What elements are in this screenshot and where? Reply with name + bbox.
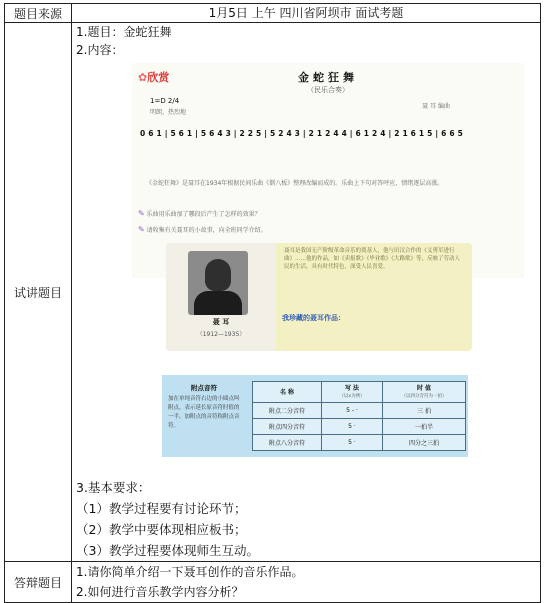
question-2: ✎ 请收集有关聂耳的小故事，向全班同学介绍。: [138, 225, 267, 234]
requirements-title: 3.基本要求：: [76, 480, 151, 495]
song-composer: 聂 耳 编曲: [422, 103, 450, 110]
composer-card-left: [166, 243, 276, 351]
dotted-notes-header-duration: 时 值 （以四分音符为一拍）: [383, 382, 466, 403]
pen-icon: ✎: [138, 225, 145, 234]
song-title: 金蛇狂舞: [298, 71, 358, 84]
song-tempo: 明朗、热烈地: [150, 109, 187, 116]
requirement-1: （1）教学过程要有讨论环节；: [76, 501, 247, 516]
dotted-notes-table: [252, 381, 466, 451]
lecture-row: [5, 23, 541, 562]
exam-table: [4, 3, 541, 603]
song-subtitle: （民乐合奏）: [307, 86, 349, 94]
dotted-notes-row: 附点八分音符 5 · 四分之三拍: [253, 435, 466, 451]
composer-years: （1912—1935）: [196, 331, 246, 338]
dotted-notes-header-row: [253, 382, 466, 403]
dotted-notes-row: 附点二分音符 5 - · 三 拍: [253, 403, 466, 419]
dotted-notes-panel: [162, 375, 468, 457]
header-row: [5, 4, 541, 23]
defense-content: [72, 562, 541, 603]
defense-label: 答辩题目: [5, 562, 72, 603]
song-description: 《金蛇狂舞》是聂耳在1934年根据民间乐曲《倒八板》整理改编而成的。乐曲上下句对答呼应，情绪逐层高涨。: [146, 180, 444, 187]
textbook-image: [132, 63, 524, 473]
lecture-content: [72, 23, 541, 562]
requirement-3: （3）教学过程要体现师生互动。: [76, 543, 259, 558]
pen-icon: ✎: [138, 209, 145, 218]
header-source-value: 1月5日 上午 四川省阿坝市 面试考题: [72, 4, 541, 23]
dotted-notes-title: 附点音符: [191, 384, 217, 392]
appreciation-tag: ✿欣赏: [138, 71, 170, 84]
defense-question-2: 2.如何进行音乐教学内容分析？: [76, 585, 244, 599]
dotted-notes-row: 附点四分音符 5 · 一拍半: [253, 419, 466, 435]
composer-card: [166, 243, 472, 351]
requirement-2: （2）教学中要体现相应板书；: [76, 522, 247, 537]
song-key: 1=D 2/4: [150, 97, 180, 105]
composer-bio: 聂耳是我国无产阶级革命音乐的奠基人，他与田汉合作的《义勇军进行曲》……他的作品，如《卖报歌》《毕业歌》《大路歌》等，反映了劳动人民的生活，具有时代特色，深受人民喜爱。: [284, 248, 461, 270]
question-1: ✎ 乐曲用乐曲加了哪段后产生了怎样的效果？: [138, 209, 261, 218]
lecture-label: 试讲题目: [5, 23, 72, 562]
dotted-notes-header-name: 名 称: [253, 382, 322, 403]
dotted-notes-header-writing: 写 法 （以x为例）: [322, 382, 383, 403]
composer-name: 聂 耳: [212, 318, 230, 326]
defense-question-1: 1.请你简单介绍一下聂耳创作的音乐作品。: [76, 565, 304, 579]
lecture-content-label: 2.内容：: [76, 43, 124, 57]
dotted-notes-text: 加在单纯音符右边的小圆点叫附点，表示延长原音符时值的一半。加附点的音符称附点音符。: [168, 396, 240, 429]
header-source-label: 题目来源: [5, 4, 72, 23]
flower-icon: ✿: [138, 71, 148, 84]
composer-portrait: [188, 251, 248, 315]
favorite-works-label: 我珍藏的聂耳作品：: [282, 314, 345, 322]
song-score: 0 6 1 | 5 6 1 | 5 6 4 3 | 2 2 5 | 5 2 4 3 | 2 1 2 4 4 | 6 1 2 4 | 2 1 6 1 5 | 6 6 5: [140, 129, 463, 138]
defense-row: [5, 562, 541, 603]
lecture-topic: 1.题目：金蛇狂舞: [76, 25, 172, 39]
